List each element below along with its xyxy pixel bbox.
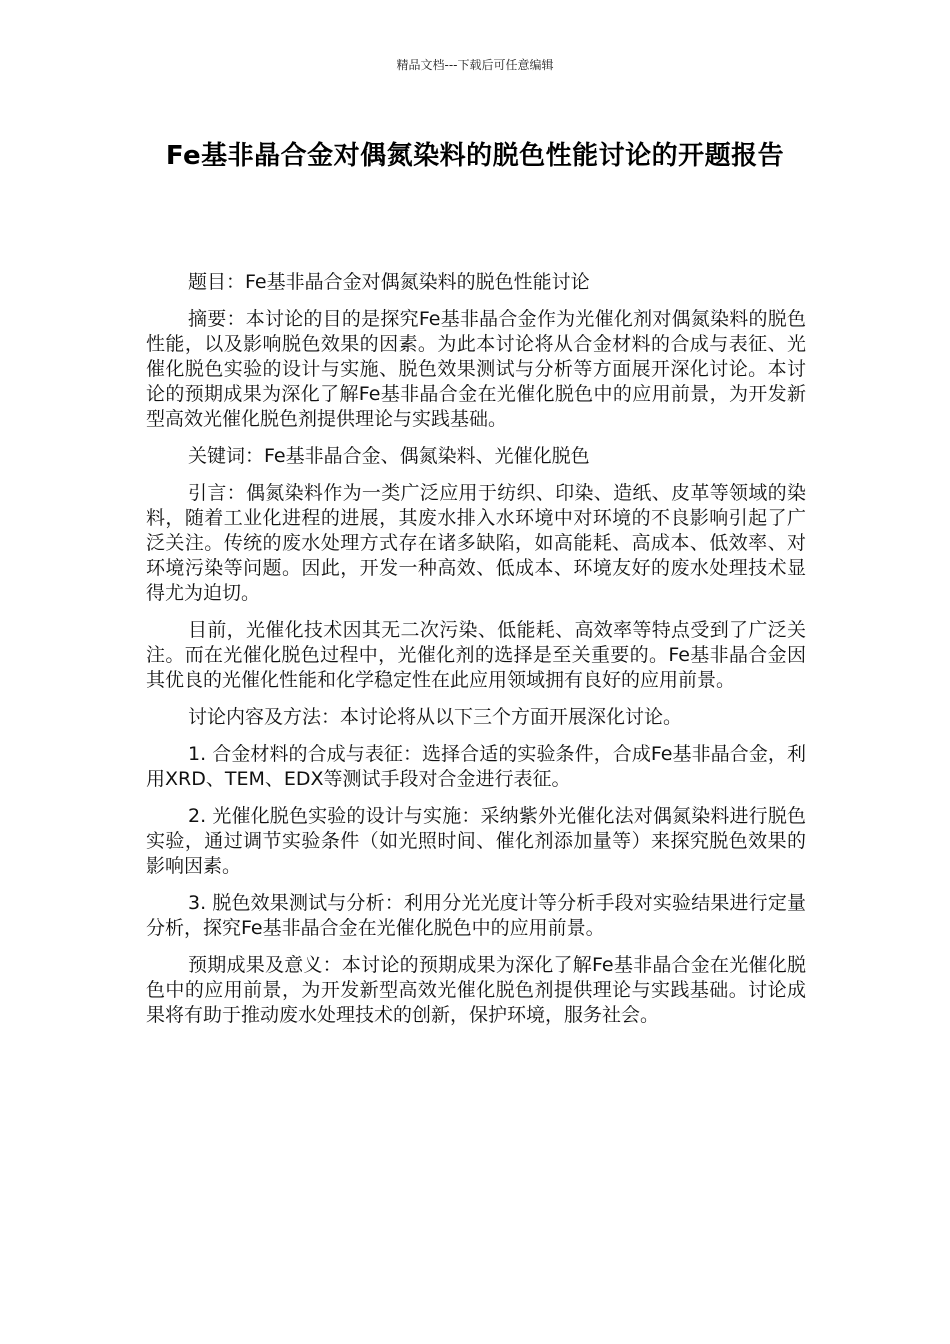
expected-results-paragraph: 预期成果及意义：本讨论的预期成果为深化了解Fe基非晶合金在光催化脱色中的应用前景，为开发新型高效光催化脱色剂提供理论与实践基础。讨论成果将有助于推动废水处理技术的创新，保护环境，服务社会。 <box>146 954 806 1026</box>
methods-heading-paragraph: 讨论内容及方法：本讨论将从以下三个方面开展深化讨论。 <box>188 706 683 728</box>
abstract-paragraph: 摘要：本讨论的目的是探究Fe基非晶合金作为光催化剂对偶氮染料的脱色性能，以及影响脱色效果的因素。为此本讨论将从合金材料的合成与表征、光催化脱色实验的设计与实施、脱色效果测试与分析等方面展开深化讨论。本讨论的预期成果为深化了解Fe基非晶合金在光催化脱色中的应用前景，为开发新型高效光催化脱色剂提供理论与实践基础。 <box>146 308 806 430</box>
method-item-3: 3. 脱色效果测试与分析：利用分光光度计等分析手段对实验结果进行定量分析，探究Fe基非晶合金在光催化脱色中的应用前景。 <box>146 892 806 939</box>
keywords-paragraph: 关键词：Fe基非晶合金、偶氮染料、光催化脱色 <box>188 445 590 467</box>
subject-paragraph: 题目：Fe基非晶合金对偶氮染料的脱色性能讨论 <box>188 271 590 293</box>
introduction-paragraph: 引言：偶氮染料作为一类广泛应用于纺织、印染、造纸、皮革等领域的染料，随着工业化进程的进展，其废水排入水环境中对环境的不良影响引起了广泛关注。传统的废水处理方式存在诸多缺陷，如高能耗、高成本、低效率、对环境污染等问题。因此，开发一种高效、低成本、环境友好的废水处理技术显得尤为迫切。 <box>146 482 806 604</box>
method-item-2: 2. 光催化脱色实验的设计与实施：采纳紫外光催化法对偶氮染料进行脱色实验，通过调节实验条件（如光照时间、催化剂添加量等）来探究脱色效果的影响因素。 <box>146 805 806 877</box>
document-title: Fe基非晶合金对偶氮染料的脱色性能讨论的开题报告 <box>165 141 785 171</box>
method-item-1: 1. 合金材料的合成与表征：选择合适的实验条件，合成Fe基非晶合金，利用XRD、TEM、EDX等测试手段对合金进行表征。 <box>146 743 806 790</box>
background-paragraph: 目前，光催化技术因其无二次污染、低能耗、高效率等特点受到了广泛关注。而在光催化脱色过程中，光催化剂的选择是至关重要的。Fe基非晶合金因其优良的光催化性能和化学稳定性在此应用领域拥有良好的应用前景。 <box>146 619 806 691</box>
page-header-note: 精品文档---下载后可任意编辑 <box>396 58 554 72</box>
document-body <box>146 270 806 1040</box>
